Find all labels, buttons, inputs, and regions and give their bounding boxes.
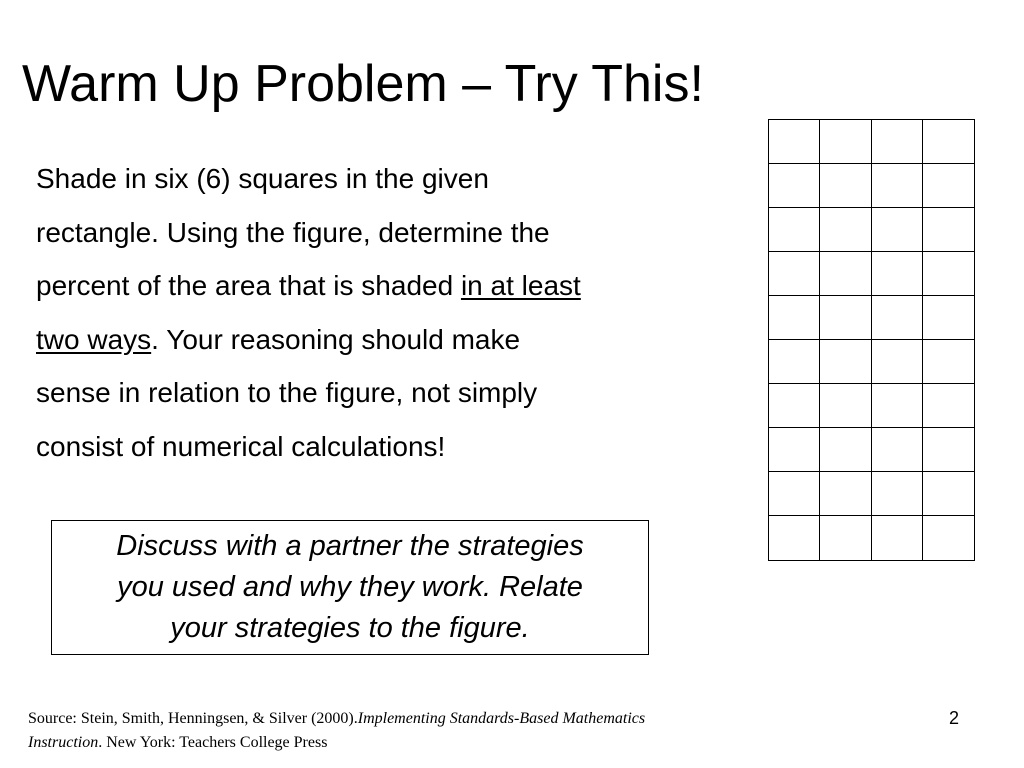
- grid-cell[interactable]: [923, 296, 974, 340]
- source-line-2: [28, 731, 645, 755]
- rectangle-grid: [768, 119, 975, 561]
- callout-line-2: you used and why they work. Relate: [117, 571, 583, 603]
- grid-cell[interactable]: [923, 164, 974, 208]
- grid-cell[interactable]: [872, 340, 923, 384]
- grid-cell[interactable]: [769, 340, 820, 384]
- grid-cell[interactable]: [769, 428, 820, 472]
- source-line-1: [28, 707, 645, 731]
- problem-line-3-text: percent of the area that is shaded: [36, 270, 461, 301]
- discussion-callout: [51, 520, 649, 655]
- grid-cell[interactable]: [820, 208, 871, 252]
- grid-cell[interactable]: [820, 296, 871, 340]
- problem-line-4: [36, 313, 736, 367]
- callout-line-3: your strategies to the figure.: [170, 612, 530, 644]
- grid-cell[interactable]: [820, 428, 871, 472]
- grid-cell[interactable]: [872, 120, 923, 164]
- problem-line-6: consist of numerical calculations!: [36, 430, 446, 462]
- grid-cell[interactable]: [923, 384, 974, 428]
- grid-cell[interactable]: [769, 164, 820, 208]
- grid-cell[interactable]: [923, 340, 974, 384]
- grid-cell[interactable]: [872, 296, 923, 340]
- grid-cell[interactable]: [872, 208, 923, 252]
- grid-cell[interactable]: [872, 384, 923, 428]
- source-citation: [28, 707, 645, 755]
- grid-cell[interactable]: [769, 516, 820, 560]
- callout-line-1: Discuss with a partner the strategies: [116, 530, 584, 562]
- grid-cell[interactable]: [820, 252, 871, 296]
- slide-number: 2: [949, 708, 960, 728]
- callout-text: [116, 526, 583, 649]
- problem-line-4-text: . Your reasoning should make: [151, 323, 521, 355]
- problem-line-2: rectangle. Using the figure, determine the: [36, 216, 550, 248]
- grid-cell[interactable]: [769, 120, 820, 164]
- grid-cell[interactable]: [820, 472, 871, 516]
- grid-cell[interactable]: [820, 120, 871, 164]
- grid-cell[interactable]: [872, 252, 923, 296]
- grid-cell[interactable]: [769, 384, 820, 428]
- grid-cell[interactable]: [923, 428, 974, 472]
- slide-title: Warm Up Problem – Try This!: [22, 55, 704, 113]
- problem-line-3: [36, 259, 736, 313]
- emphasis-two-ways: two ways: [36, 323, 152, 355]
- grid-cell[interactable]: [872, 164, 923, 208]
- source-title-part1: Implementing Standards-Based Mathematics: [357, 710, 646, 727]
- grid-cell[interactable]: [820, 516, 871, 560]
- grid-cell[interactable]: [769, 208, 820, 252]
- grid-cell[interactable]: [820, 340, 871, 384]
- source-title-part2: Instruction: [28, 734, 99, 751]
- emphasis-in-at-least: in at least: [460, 270, 581, 301]
- grid-cell[interactable]: [872, 516, 923, 560]
- grid-cell[interactable]: [923, 472, 974, 516]
- problem-line-1: Shade in six (6) squares in the given: [36, 163, 489, 194]
- grid-cell[interactable]: [769, 252, 820, 296]
- problem-line-5: sense in relation to the figure, not simply: [36, 377, 538, 408]
- grid-cell[interactable]: [820, 384, 871, 428]
- problem-text: [36, 152, 736, 473]
- grid-cell[interactable]: [872, 428, 923, 472]
- grid-cell[interactable]: [923, 252, 974, 296]
- source-prefix: Source: Stein, Smith, Henningsen, & Silver (2000).: [28, 710, 358, 727]
- grid-cell[interactable]: [769, 472, 820, 516]
- grid-cell[interactable]: [923, 208, 974, 252]
- grid-cell[interactable]: [872, 472, 923, 516]
- grid-cell[interactable]: [923, 120, 974, 164]
- grid-cell[interactable]: [769, 296, 820, 340]
- grid-cell[interactable]: [820, 164, 871, 208]
- source-suffix: . New York: Teachers College Press: [98, 734, 328, 751]
- grid-cell[interactable]: [923, 516, 974, 560]
